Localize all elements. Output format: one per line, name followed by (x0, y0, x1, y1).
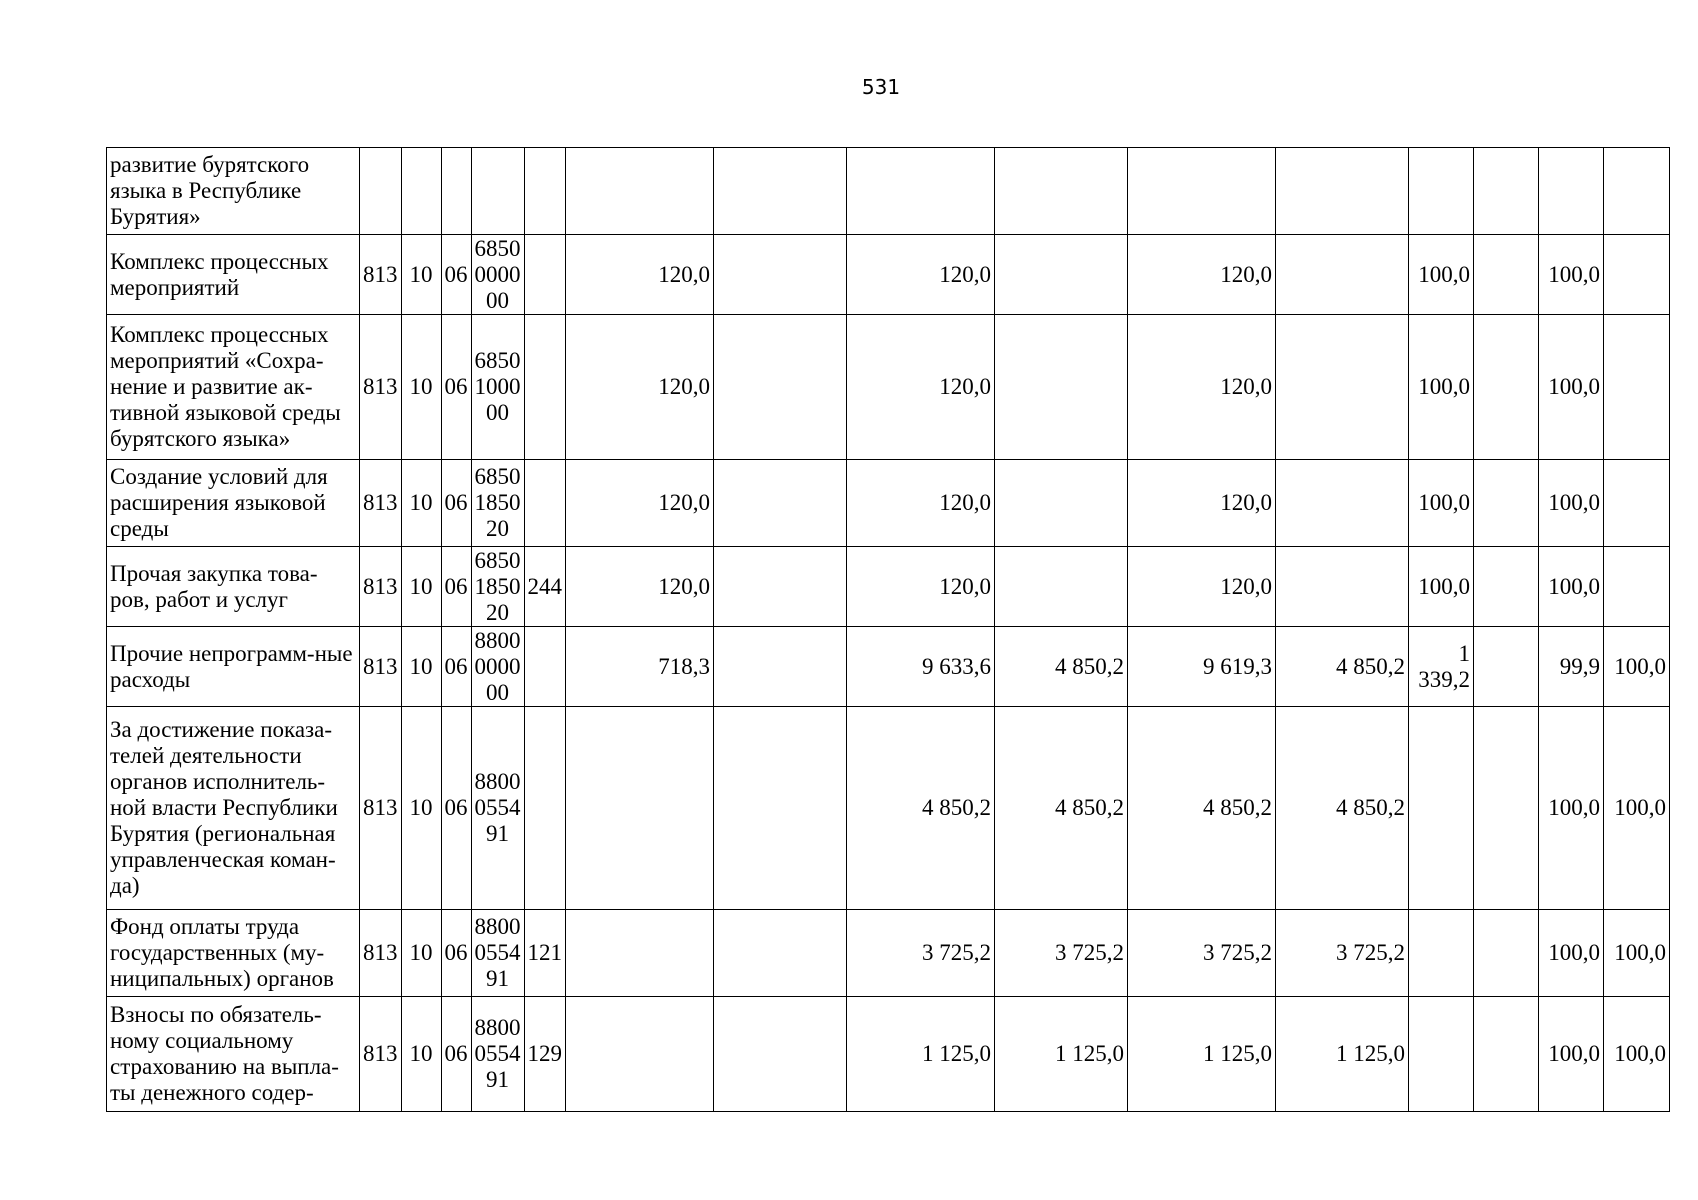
target-article-cell: 6850 1850 20 (471, 460, 524, 547)
percent-cell-2: 100,0 (1604, 707, 1670, 910)
table-row (107, 707, 1670, 910)
row-name-cell: Взносы по обязатель-ному социальному страхованию на выпла-ты денежного содер- (107, 997, 360, 1112)
expense-type-cell: 129 (524, 997, 566, 1112)
value-cell-7 (1409, 148, 1474, 235)
table-row (107, 997, 1670, 1112)
budget-table (106, 147, 1670, 1112)
percent-cell-2 (1604, 547, 1670, 627)
value-cell-3: 120,0 (847, 460, 995, 547)
ved-code-cell: 813 (360, 707, 402, 910)
percent-cell-2 (1604, 235, 1670, 315)
subsection-code-cell: 06 (441, 547, 471, 627)
value-cell-1 (566, 910, 714, 997)
row-name-cell: Фонд оплаты труда государственных (му-ниципальных) органов (107, 910, 360, 997)
expense-type-cell (524, 627, 566, 707)
table-row (107, 460, 1670, 547)
value-cell-5: 120,0 (1128, 235, 1276, 315)
value-cell-6 (1276, 148, 1409, 235)
value-cell-6: 1 125,0 (1276, 997, 1409, 1112)
row-name-cell: Создание условий для расширения языковой среды (107, 460, 360, 547)
value-cell-8 (1474, 910, 1539, 997)
percent-cell-1: 99,9 (1539, 627, 1604, 707)
value-cell-1: 120,0 (566, 315, 714, 460)
subsection-code-cell: 06 (441, 997, 471, 1112)
value-cell-5: 3 725,2 (1128, 910, 1276, 997)
value-cell-7 (1409, 707, 1474, 910)
value-cell-3: 120,0 (847, 315, 995, 460)
percent-cell-1: 100,0 (1539, 315, 1604, 460)
target-article-cell: 6850 1000 00 (471, 315, 524, 460)
target-article-cell: 6850 0000 00 (471, 235, 524, 315)
target-article-cell: 8800 0554 91 (471, 910, 524, 997)
value-cell-6: 4 850,2 (1276, 627, 1409, 707)
value-cell-2 (714, 547, 847, 627)
target-article-cell (471, 148, 524, 235)
subsection-code-cell: 06 (441, 707, 471, 910)
value-cell-4 (995, 460, 1128, 547)
page-number: 531 (861, 75, 901, 99)
expense-type-cell: 121 (524, 910, 566, 997)
value-cell-6 (1276, 460, 1409, 547)
value-cell-7: 100,0 (1409, 547, 1474, 627)
ved-code-cell: 813 (360, 997, 402, 1112)
percent-cell-2 (1604, 148, 1670, 235)
table-row (107, 910, 1670, 997)
value-cell-6 (1276, 547, 1409, 627)
table-row (107, 627, 1670, 707)
percent-cell-1: 100,0 (1539, 910, 1604, 997)
value-cell-7 (1409, 997, 1474, 1112)
value-cell-2 (714, 910, 847, 997)
value-cell-8 (1474, 997, 1539, 1112)
subsection-code-cell: 06 (441, 460, 471, 547)
subsection-code-cell: 06 (441, 910, 471, 997)
value-cell-5: 120,0 (1128, 315, 1276, 460)
ved-code-cell: 813 (360, 910, 402, 997)
percent-cell-1: 100,0 (1539, 997, 1604, 1112)
value-cell-5: 120,0 (1128, 460, 1276, 547)
value-cell-7: 100,0 (1409, 315, 1474, 460)
value-cell-8 (1474, 235, 1539, 315)
expense-type-cell (524, 235, 566, 315)
table-row (107, 235, 1670, 315)
value-cell-5: 120,0 (1128, 547, 1276, 627)
value-cell-1: 120,0 (566, 547, 714, 627)
table-row (107, 547, 1670, 627)
value-cell-8 (1474, 547, 1539, 627)
value-cell-5: 9 619,3 (1128, 627, 1276, 707)
expense-type-cell (524, 707, 566, 910)
section-code-cell: 10 (401, 235, 441, 315)
expense-type-cell (524, 460, 566, 547)
value-cell-4 (995, 235, 1128, 315)
value-cell-7: 1 339,2 (1409, 627, 1474, 707)
target-article-cell: 6850 1850 20 (471, 547, 524, 627)
value-cell-4: 1 125,0 (995, 997, 1128, 1112)
value-cell-8 (1474, 460, 1539, 547)
value-cell-3: 1 125,0 (847, 997, 995, 1112)
value-cell-5: 4 850,2 (1128, 707, 1276, 910)
value-cell-2 (714, 997, 847, 1112)
value-cell-1: 120,0 (566, 460, 714, 547)
value-cell-8 (1474, 148, 1539, 235)
value-cell-2 (714, 148, 847, 235)
value-cell-4: 3 725,2 (995, 910, 1128, 997)
percent-cell-2 (1604, 460, 1670, 547)
value-cell-5: 1 125,0 (1128, 997, 1276, 1112)
percent-cell-2: 100,0 (1604, 627, 1670, 707)
value-cell-7: 100,0 (1409, 460, 1474, 547)
value-cell-2 (714, 707, 847, 910)
percent-cell-2 (1604, 315, 1670, 460)
row-name-cell: За достижение показа-телей деятельности органов исполнитель-ной власти Республики Бурятия (региональная управленческая коман-да) (107, 707, 360, 910)
value-cell-3: 3 725,2 (847, 910, 995, 997)
percent-cell-1 (1539, 148, 1604, 235)
ved-code-cell: 813 (360, 235, 402, 315)
percent-cell-1: 100,0 (1539, 547, 1604, 627)
value-cell-8 (1474, 707, 1539, 910)
row-name-cell: Прочие непрограмм-ные расходы (107, 627, 360, 707)
row-name-cell: Комплекс процессных мероприятий «Сохра-нение и развитие ак-тивной языковой среды бурятского языка» (107, 315, 360, 460)
target-article-cell: 8800 0554 91 (471, 707, 524, 910)
section-code-cell: 10 (401, 707, 441, 910)
subsection-code-cell: 06 (441, 627, 471, 707)
expense-type-cell (524, 148, 566, 235)
value-cell-3: 4 850,2 (847, 707, 995, 910)
section-code-cell: 10 (401, 997, 441, 1112)
section-code-cell (401, 148, 441, 235)
subsection-code-cell (441, 148, 471, 235)
value-cell-2 (714, 235, 847, 315)
row-name-cell: Прочая закупка това-ров, работ и услуг (107, 547, 360, 627)
value-cell-4 (995, 148, 1128, 235)
section-code-cell: 10 (401, 547, 441, 627)
section-code-cell: 10 (401, 460, 441, 547)
section-code-cell: 10 (401, 627, 441, 707)
value-cell-8 (1474, 315, 1539, 460)
value-cell-1: 718,3 (566, 627, 714, 707)
value-cell-8 (1474, 627, 1539, 707)
value-cell-4 (995, 547, 1128, 627)
value-cell-6 (1276, 315, 1409, 460)
expense-type-cell (524, 315, 566, 460)
ved-code-cell: 813 (360, 547, 402, 627)
ved-code-cell (360, 148, 402, 235)
value-cell-2 (714, 315, 847, 460)
row-name-cell: Комплекс процессных мероприятий (107, 235, 360, 315)
percent-cell-2: 100,0 (1604, 910, 1670, 997)
ved-code-cell: 813 (360, 315, 402, 460)
target-article-cell: 8800 0000 00 (471, 627, 524, 707)
ved-code-cell: 813 (360, 460, 402, 547)
value-cell-6: 3 725,2 (1276, 910, 1409, 997)
value-cell-1: 120,0 (566, 235, 714, 315)
subsection-code-cell: 06 (441, 315, 471, 460)
row-name-cell: развитие бурятского языка в Республике Бурятия» (107, 148, 360, 235)
value-cell-5 (1128, 148, 1276, 235)
value-cell-1 (566, 707, 714, 910)
percent-cell-1: 100,0 (1539, 460, 1604, 547)
value-cell-6 (1276, 235, 1409, 315)
percent-cell-1: 100,0 (1539, 235, 1604, 315)
value-cell-2 (714, 627, 847, 707)
value-cell-3: 120,0 (847, 547, 995, 627)
value-cell-4: 4 850,2 (995, 627, 1128, 707)
section-code-cell: 10 (401, 910, 441, 997)
percent-cell-1: 100,0 (1539, 707, 1604, 910)
value-cell-1 (566, 148, 714, 235)
percent-cell-2: 100,0 (1604, 997, 1670, 1112)
value-cell-4: 4 850,2 (995, 707, 1128, 910)
table-row (107, 148, 1670, 235)
value-cell-3 (847, 148, 995, 235)
value-cell-7: 100,0 (1409, 235, 1474, 315)
expense-type-cell: 244 (524, 547, 566, 627)
table-row (107, 315, 1670, 460)
subsection-code-cell: 06 (441, 235, 471, 315)
value-cell-6: 4 850,2 (1276, 707, 1409, 910)
value-cell-2 (714, 460, 847, 547)
target-article-cell: 8800 0554 91 (471, 997, 524, 1112)
value-cell-4 (995, 315, 1128, 460)
value-cell-3: 9 633,6 (847, 627, 995, 707)
value-cell-7 (1409, 910, 1474, 997)
value-cell-1 (566, 997, 714, 1112)
ved-code-cell: 813 (360, 627, 402, 707)
value-cell-3: 120,0 (847, 235, 995, 315)
section-code-cell: 10 (401, 315, 441, 460)
